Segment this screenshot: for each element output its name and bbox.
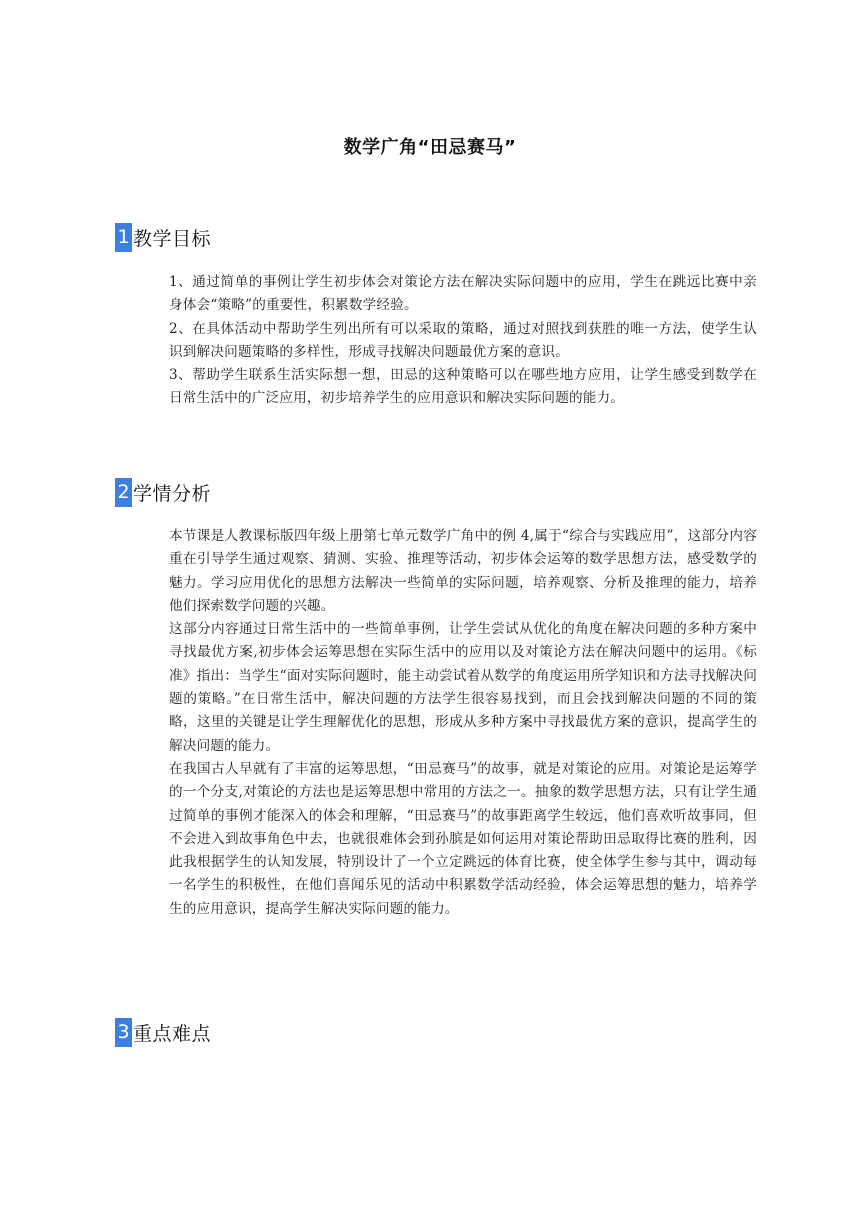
document-title: 数学广角“田忌赛马” <box>343 137 517 158</box>
paragraph: 这部分内容通过日常生活中的一些简单事例，让学生尝试从优化的角度在解决问题的多种方案中寻找最优方案,初步体会运筹思想在实际生活中的应用以及对策论方法在解决问题中的运用。《标准》指出：当学生“面对实际问题时，能主动尝试着从数学的角度运用所学知识和方法寻找解决问题的策略。”在日常生活中，解决问题的方法学生很容易找到，而且会找到解决问题的不同的策略，这里的关键是让学生理解优化的思想，形成从多种方案中寻找最优方案的意识，提高学生的解决问题的能力。 <box>169 621 757 754</box>
section-heading-key-difficulties <box>115 1018 211 1047</box>
paragraph: 本节课是人教课标版四年级上册第七单元数学广角中的例 4,属于“综合与实践应用”，这部分内容重在引导学生通过观察、猜测、实验、推理等活动，初步体会运筹的数学思想方法，感受数学的魅力。学习应用优化的思想方法解决一些简单的实际问题，培养观察、分析及推理的能力，培养他们探索数学问题的兴趣。 <box>169 528 757 614</box>
paragraph: 2、在具体活动中帮助学生列出所有可以采取的策略，通过对照找到获胜的唯一方法，使学生认识到解决问题策略的多样性，形成寻找解决问题最优方案的意识。 <box>169 320 757 360</box>
section-title: 学情分析 <box>133 483 212 505</box>
section-heading-teaching-goals <box>115 223 211 252</box>
section-body-learning-analysis <box>169 525 757 921</box>
section-title: 重点难点 <box>133 1023 212 1045</box>
paragraph: 3、帮助学生联系生活实际想一想，田忌的这种策略可以在哪些地方应用，让学生感受到数学在日常生活中的广泛应用，初步培养学生的应用意识和解决实际问题的能力。 <box>169 367 757 407</box>
paragraph: 1、通过简单的事例让学生初步体会对策论方法在解决实际问题中的应用，学生在跳远比赛中亲身体会“策略”的重要性，积累数学经验。 <box>169 274 757 314</box>
section-number-badge: 2 <box>115 478 132 507</box>
paragraph: 在我国古人早就有了丰富的运筹思想，“田忌赛马”的故事，就是对策论的应用。对策论是运筹学的一个分支,对策论的方法也是运筹思想中常用的方法之一。抽象的数学思想方法，只有让学生通过简单的事例才能深入的体会和理解，“田忌赛马”的故事距离学生较远，他们喜欢听故事同，但不会进入到故事角色中去，也就很难体会到孙膑是如何运用对策论帮助田忌取得比赛的胜利，因此我根据学生的认知发展，特别设计了一个立定跳远的体育比赛，使全体学生参与其中，调动每一名学生的积极性，在他们喜闻乐见的活动中积累数学活动经验，体会运筹思想的魅力，培养学生的应用意识，提高学生解决实际问题的能力。 <box>169 760 757 917</box>
section-title: 教学目标 <box>133 228 212 250</box>
section-number-badge: 1 <box>115 223 132 252</box>
section-number-badge: 3 <box>115 1018 132 1047</box>
section-heading-learning-analysis <box>115 478 211 507</box>
section-body-teaching-goals <box>169 271 757 411</box>
